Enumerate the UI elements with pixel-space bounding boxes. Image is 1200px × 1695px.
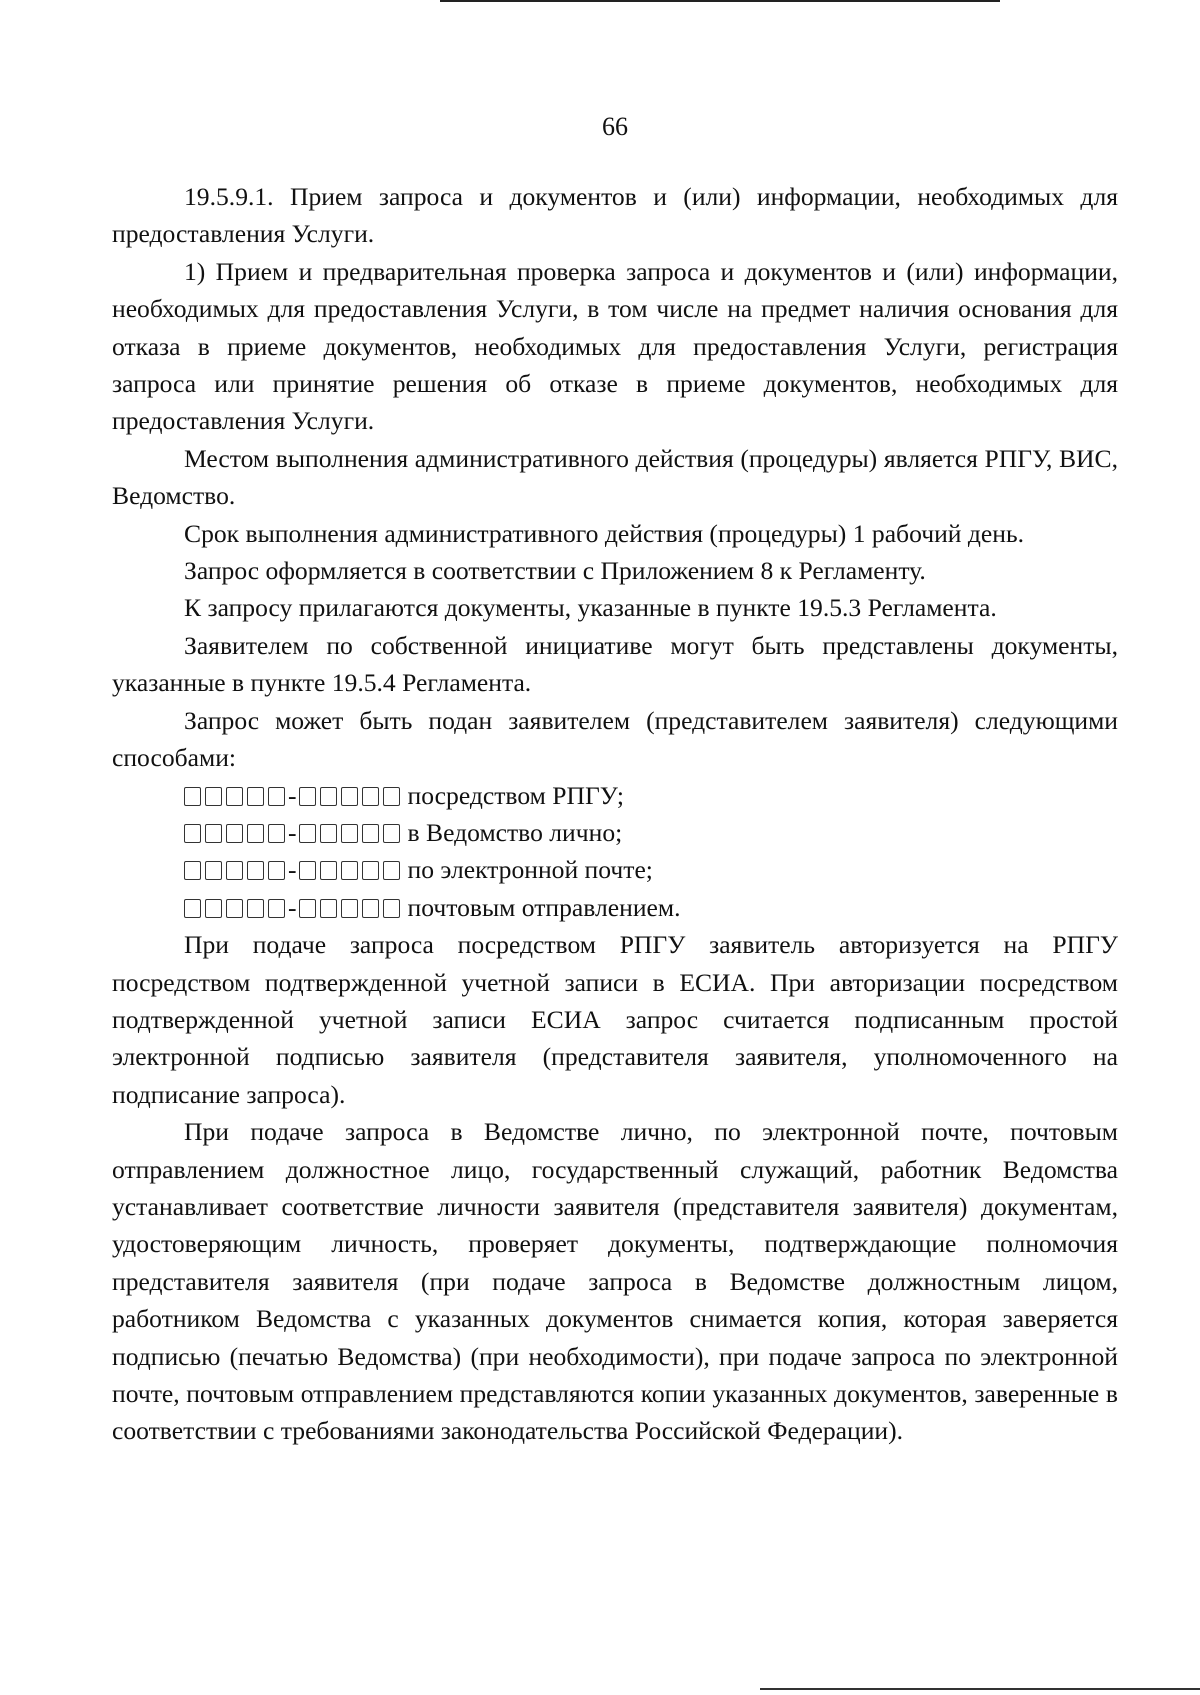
list-item [112, 777, 1118, 814]
list-item [112, 814, 1118, 851]
list-item-text: посредством РПГУ; [407, 780, 624, 810]
paragraph-attachments: К запросу прилагаются документы, указанные в пункте 19.5.3 Регламента. [184, 593, 997, 623]
list-item-text: почтовым отправлением. [407, 892, 681, 922]
missing-glyph-boxes: - [184, 851, 404, 888]
paragraph-place: Местом выполнения административного действия (процедуры) является РПГУ, ВИС, Ведомство. [112, 443, 1118, 511]
list-item [112, 889, 1118, 926]
paragraph-item-1: 1) Прием и предварительная проверка запроса и документов и (или) информации, необходимых для предоставления Услуги, в том числе на предмет наличия основания для отказа в приеме документов, необходимых для предоставления Услуги, регистрация запроса или принятие решения об отказе в приеме документов, необходимых для предоставления Услуги. [112, 256, 1118, 436]
paragraph-submission-methods: Запрос может быть подан заявителем (представителем заявителя) следующими способами: [112, 705, 1118, 773]
paragraph-form: Запрос оформляется в соответствии с Приложением 8 к Регламенту. [184, 556, 926, 586]
paragraph-section-heading: 19.5.9.1. Прием запроса и документов и (или) информации, необходимых для предоставления Услуги. [112, 182, 1118, 249]
top-edge-line [440, 0, 1000, 2]
list-item [112, 851, 1118, 888]
missing-glyph-boxes: - [184, 889, 404, 926]
paragraph-rpgu-authorization: При подаче запроса посредством РПГУ заявитель авторизуется на РПГУ посредством подтвержденной учетной записи в ЕСИА. При авторизации посредством подтвержденной учетной записи ЕСИА запрос считается подписанным простой электронной подписью заявителя (представителя заявителя, уполномоченного на подписание запроса). [112, 930, 1118, 1109]
bottom-edge-line [760, 1688, 1200, 1690]
missing-glyph-boxes: - [184, 814, 404, 851]
paragraph-optional-documents: Заявителем по собственной инициативе могут быть представлены документы, указанные в пункте 19.5.4 Регламента. [112, 630, 1118, 698]
document-body [112, 178, 1118, 1450]
missing-glyph-boxes: - [184, 777, 404, 814]
paragraph-in-person-verification: При подаче запроса в Ведомстве лично, по электронной почте, почтовым отправлением должностное лицо, государственный служащий, работник Ведомства устанавливает соответствие личности заявителя (представителя заявителя) документам, удостоверяющим личность, проверяет документы, подтверждающие полномочия представителя заявителя (при подаче запроса в Ведомстве должностным лицом, работником Ведомства с указанных документов снимается копия, которая заверяется подписью (печатью Ведомства) (при необходимости), при подаче запроса по электронной почте, почтовым отправлением представляются копии указанных документов, заверенные в соответствии с требованиями законодательства Российской Федерации). [112, 1117, 1118, 1446]
list-item-text: по электронной почте; [407, 855, 653, 885]
list-item-text: в Ведомство лично; [407, 817, 623, 847]
page-number: 66 [602, 112, 628, 141]
paragraph-deadline: Срок выполнения административного действия (процедуры) 1 рабочий день. [184, 518, 1025, 548]
